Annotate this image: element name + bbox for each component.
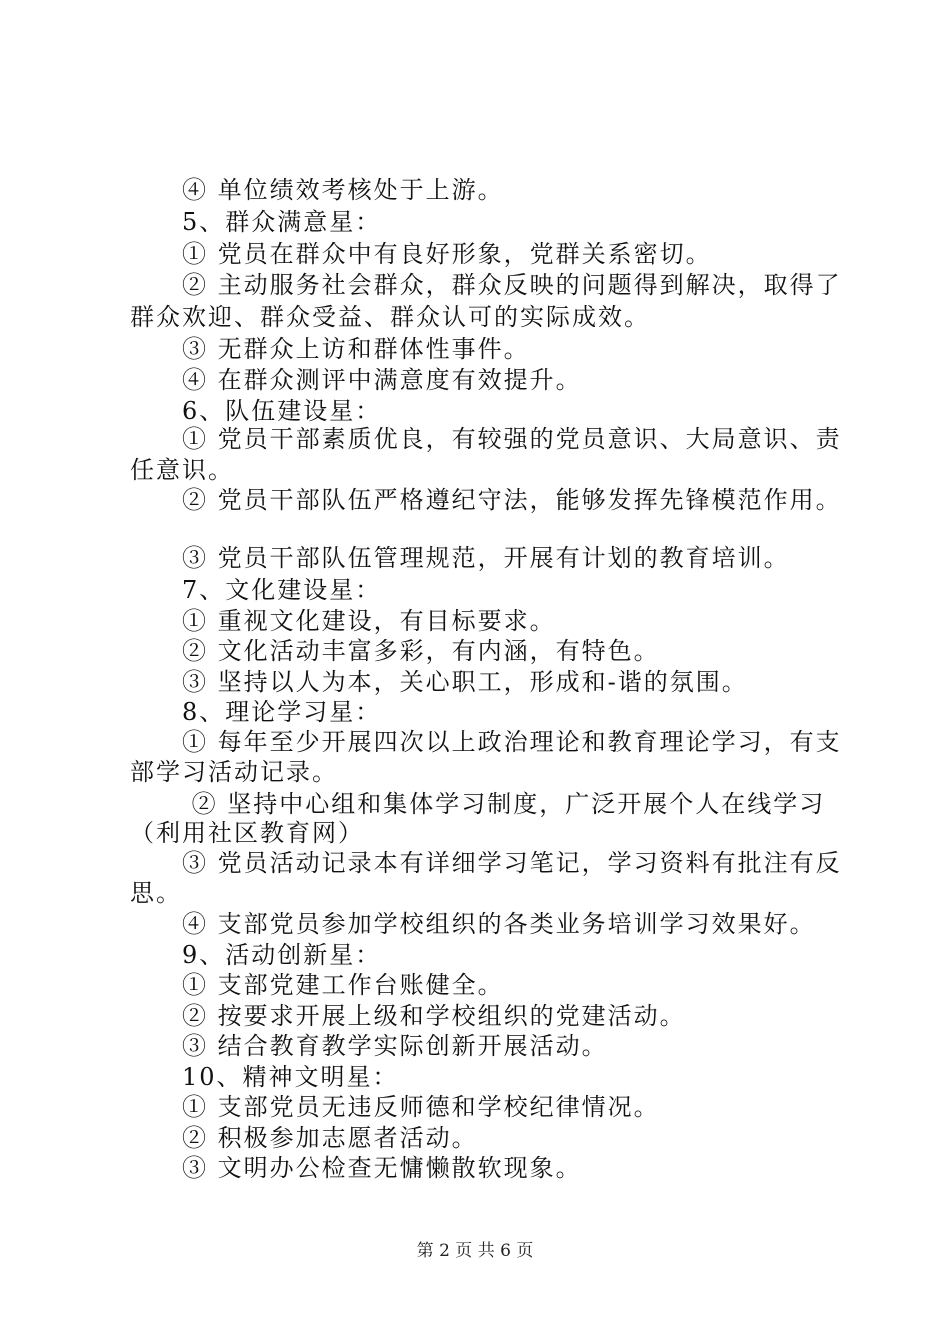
text-line: ④ 在群众测评中满意度有效提升。 xyxy=(130,366,582,394)
text-line: ② 按要求开展上级和学校组织的党建活动。 xyxy=(130,1002,686,1030)
text-line: ② 坚持中心组和集体学习制度，广泛开展个人在线学习 xyxy=(130,790,826,818)
text-line: ② 党员干部队伍严格遵纪守法，能够发挥先锋模范作用。 xyxy=(130,486,842,514)
text-line: ③ 坚持以人为本，关心职工，形成和-谐的氛围。 xyxy=(130,668,748,696)
text-line: ① 重视文化建设，有目标要求。 xyxy=(130,607,556,635)
text-line: ③ 党员干部队伍管理规范，开展有计划的教育培训。 xyxy=(130,544,790,572)
text-line: ④ 单位绩效考核处于上游。 xyxy=(130,176,504,204)
text-line: 部学习活动记录。 xyxy=(130,758,338,786)
text-line: ④ 支部党员参加学校组织的各类业务培训学习效果好。 xyxy=(130,910,816,938)
section-heading: 6、队伍建设星： xyxy=(130,397,382,425)
page-number-footer: 第 2 页 共 6 页 xyxy=(416,1241,534,1261)
text-line: ② 主动服务社会群众，群众反映的问题得到解决，取得了 xyxy=(130,271,842,299)
text-line: ③ 文明办公检查无慵懒散软现象。 xyxy=(130,1154,582,1182)
text-line: （利用社区教育网） xyxy=(130,819,364,847)
text-line: ① 党员干部素质优良，有较强的党员意识、大局意识、责 xyxy=(130,425,842,453)
text-line: 思。 xyxy=(130,879,182,907)
text-line: ① 党员在群众中有良好形象，党群关系密切。 xyxy=(130,240,712,268)
text-line: ③ 无群众上访和群体性事件。 xyxy=(130,335,530,363)
section-heading: 10、精神文明星： xyxy=(130,1063,399,1091)
text-line: ① 支部党员无违反师德和学校纪律情况。 xyxy=(130,1093,660,1121)
section-heading: 7、文化建设星： xyxy=(130,576,382,604)
section-heading: 8、理论学习星： xyxy=(130,698,382,726)
text-line: 群众欢迎、群众受益、群众认可的实际成效。 xyxy=(130,303,650,331)
text-line: 任意识。 xyxy=(130,456,234,484)
text-line: ③ 结合教育教学实际创新开展活动。 xyxy=(130,1032,608,1060)
text-line: ① 每年至少开展四次以上政治理论和教育理论学习，有支 xyxy=(130,728,842,756)
text-line: ③ 党员活动记录本有详细学习笔记，学习资料有批注有反 xyxy=(130,849,842,877)
text-line: ① 支部党建工作台账健全。 xyxy=(130,971,504,999)
section-heading: 9、活动创新星： xyxy=(130,941,382,969)
text-line: ② 积极参加志愿者活动。 xyxy=(130,1124,478,1152)
section-heading: 5、群众满意星： xyxy=(130,208,382,236)
text-line: ② 文化活动丰富多彩，有内涵，有特色。 xyxy=(130,637,660,665)
